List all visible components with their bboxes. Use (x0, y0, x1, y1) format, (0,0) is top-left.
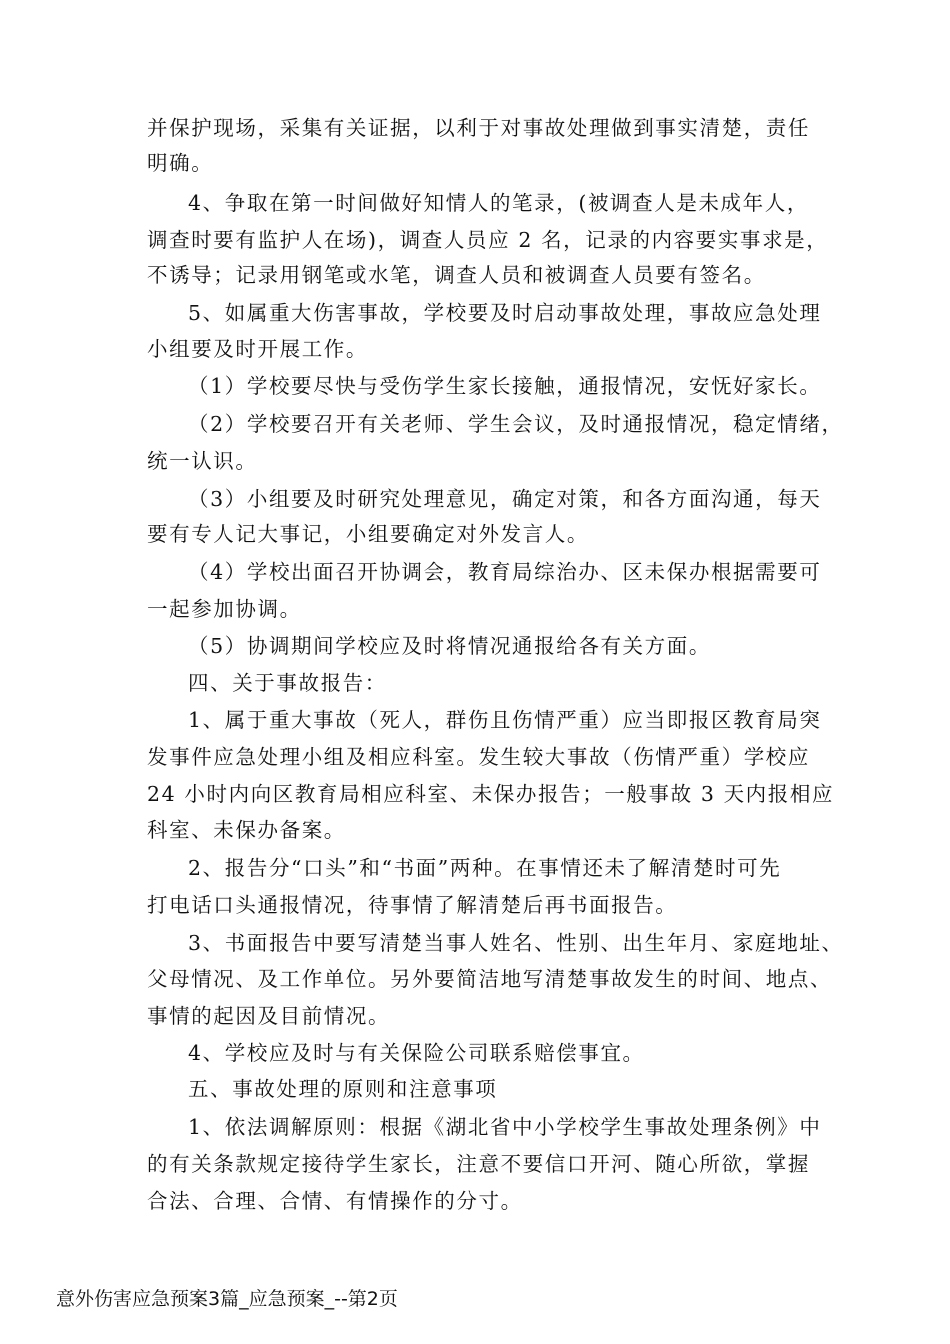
text-line: 小组要及时开展工作。 (147, 337, 368, 361)
text-line: （2）学校要召开有关老师、学生会议，及时通报情况，稳定情绪， (188, 412, 844, 436)
page-footer: 意外伤害应急预案3篇_应急预案_--第2页 (56, 1288, 398, 1310)
text-line: 打电话口头通报情况，待事情了解清楚后再书面报告。 (147, 893, 678, 917)
text-line: 父母情况、及工作单位。另外要简洁地写清楚事故发生的时间、地点、 (147, 967, 833, 991)
section-heading: 四、关于事故报告： (188, 671, 387, 695)
text-line: 发事件应急处理小组及相应科室。发生较大事故（伤情严重）学校应 (147, 745, 810, 769)
text-line: 统一认识。 (147, 449, 258, 473)
text-line: （4）学校出面召开协调会，教育局综治办、区未保办根据需要可 (188, 560, 822, 584)
text-line: 并保护现场，采集有关证据，以利于对事故处理做到事实清楚，责任 (147, 116, 810, 140)
text-line: 不诱导；记录用钢笔或水笔，调查人员和被调查人员要有签名。 (147, 263, 766, 287)
text-line: 4、学校应及时与有关保险公司联系赔偿事宜。 (188, 1041, 645, 1065)
text-line: 4、争取在第一时间做好知情人的笔录，(被调查人是未成年人， (188, 191, 809, 215)
text-line: 科室、未保办备案。 (147, 818, 346, 842)
text-line: 1、依法调解原则：根据《湖北省中小学校学生事故处理条例》中 (188, 1115, 822, 1139)
section-heading: 五、事故处理的原则和注意事项 (188, 1077, 498, 1101)
text-line: 明确。 (147, 151, 214, 175)
text-line: 调查时要有监护人在场)，调查人员应 2 名，记录的内容要实事求是， (147, 228, 829, 252)
text-line: 的有关条款规定接待学生家长，注意不要信口开河、随心所欲，掌握 (147, 1152, 810, 1176)
text-line: （1）学校要尽快与受伤学生家长接触，通报情况，安怃好家长。 (188, 374, 822, 398)
text-line: （5）协调期间学校应及时将情况通报给各有关方面。 (188, 634, 711, 658)
text-line: 24 小时内向区教育局相应科室、未保办报告；一般事故 3 天内报相应 (147, 782, 835, 806)
text-line: 3、书面报告中要写清楚当事人姓名、性别、出生年月、家庭地址、 (188, 931, 844, 955)
text-line: 1、属于重大事故（死人，群伤且伤情严重）应当即报区教育局突 (188, 708, 822, 732)
text-line: 合法、合理、合情、有情操作的分寸。 (147, 1189, 523, 1213)
text-line: 要有专人记大事记，小组要确定对外发言人。 (147, 522, 589, 546)
text-line: 事情的起因及目前情况。 (147, 1004, 391, 1028)
text-line: 一起参加协调。 (147, 597, 302, 621)
text-line: 2、报告分“口头”和“书面”两种。在事情还未了解清楚时可先 (188, 856, 782, 880)
text-line: （3）小组要及时研究处理意见，确定对策，和各方面沟通，每天 (188, 487, 822, 511)
text-line: 5、如属重大伤害事故，学校要及时启动事故处理，事故应急处理 (188, 301, 822, 325)
